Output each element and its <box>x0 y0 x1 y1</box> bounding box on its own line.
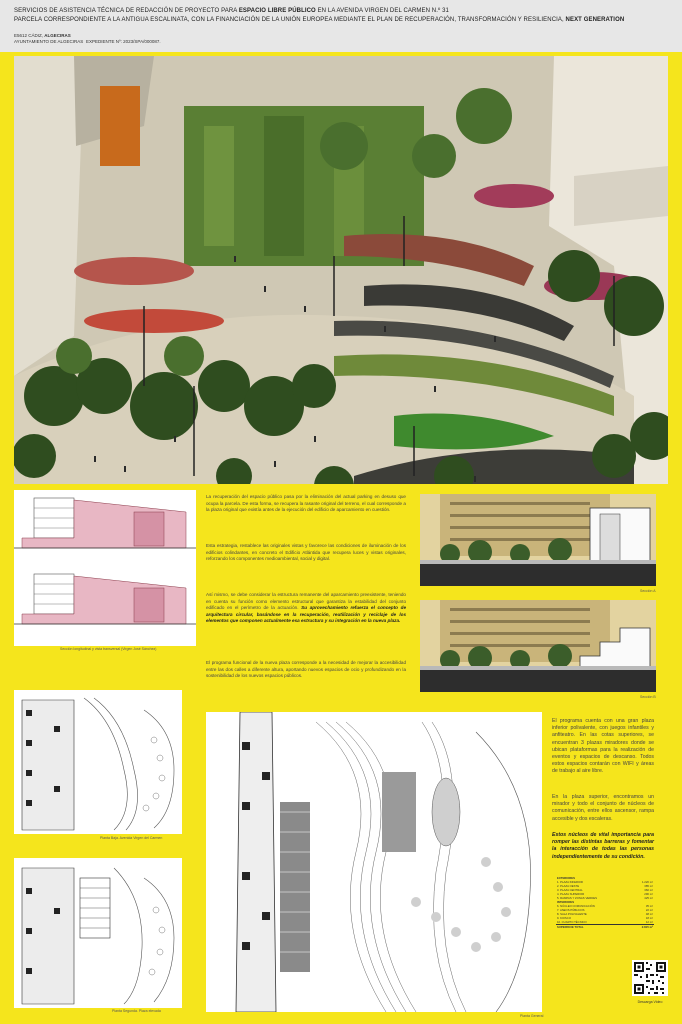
section-b-caption: Sección B <box>640 695 656 699</box>
surfaces-total-row: SUPERFICIE TOTAL 2.815 m² <box>557 925 653 929</box>
program-paragraph-2: En la plaza superior, encontramos un mirador y todo el conjunto de núcleos de comunicación, entre ellos ascensor, rampa accesible y dos escaleras. <box>552 794 654 822</box>
longitudinal-sections-drawing <box>14 490 196 646</box>
table-row: 5. RAMPAS Y ZONAS VERDES 425 m² <box>557 896 653 900</box>
intro-paragraph-1: La recuperación del espacio público pasa por la eliminación del actual parking en desuso que ocupa la parcela. De esta forma, se recupera la rasante original del terreno, el cual corresponde a la plaza original que existía antes de la ejecución del edificio de aparcamiento en cuestión. <box>206 494 406 512</box>
aerial-render-image <box>14 56 668 484</box>
table-row: 3. PLAZA CENTRAL 360 m² <box>557 888 653 892</box>
table-row: 9. KIOSCO 18 m² <box>557 916 653 920</box>
intro-paragraph-2: Esta estrategia, restablece las originales vistas y favorece las condiciones de iluminación de los edificios colindantes, en concreto el Edificio Atlántida que recupera luces y vistas originales, reforzando los componentes medioambiental, social y digital. <box>206 543 406 561</box>
left-sections-panel <box>14 490 196 646</box>
plan-lower-drawing <box>14 858 182 1008</box>
title-line-1: SERVICIOS DE ASISTENCIA TÉCNICA DE REDACCIÓN DE PROYECTO PARA ESPACIO LIBRE PÚBLICO EN LA AVENIDA VIRGEN DEL CARMEN N.º 31 <box>14 8 449 14</box>
plan-upper-drawing <box>14 690 182 834</box>
sections-left-caption: Sección longitudinal y vista transversal (Virgen José Sánchez) <box>60 647 157 651</box>
qr-code[interactable] <box>632 960 668 996</box>
intro-paragraph-4: El programa funcional de la nueva plaza corresponde a la necesidad de mejorar la accesibilidad entre las dos calles a diferente altura, aportando nuevos espacios de ocio y profundizando en la sostenibilidad de los nuevos espacios públicos. <box>206 660 406 678</box>
surfaces-group-1-title: EXTERIORES <box>557 876 576 880</box>
aerial-render-illustration <box>14 56 668 484</box>
expediente-number: EXPEDIENTE Nº: 2023/SPA/000087. <box>86 39 161 44</box>
section-a-render <box>420 494 656 586</box>
table-row: 6. NÚCLEO COMUNICACIÓN 35 m² <box>557 904 653 908</box>
qr-code-icon <box>632 960 668 996</box>
surfaces-group-2-title: INTERIORES <box>557 900 575 904</box>
location-block: E5612 CÁDIZ, ALGECIRAS AYUNTAMIENTO DE ALGECIRAS <box>14 33 84 44</box>
table-row: 1. PLAZA INFERIOR 1.220 m² <box>557 880 653 884</box>
plan-upper-caption: Planta Baja. Avenida Virgen del Carmen <box>100 836 163 840</box>
surfaces-table <box>556 876 654 929</box>
header-bar <box>0 0 682 52</box>
section-b-render <box>420 600 656 692</box>
plan-lower-caption: Planta Segunda. Plaza elevada <box>112 1009 161 1013</box>
plan-general-caption: Planta General <box>520 1014 544 1018</box>
table-row: 7. ASEOS PÚBLICOS 22 m² <box>557 908 653 912</box>
program-paragraph-1: El programa cuenta con una gran plaza inferior polivalente, con juegos infantiles y anfiteatro. En las cotas superiores, se encuentran 3 plazas miradores donde se ubican plataformas para la realización de eventos y espacios de descanso. Todos estos espacios contarán con WIFI y áreas de trabajo al aire libre. <box>552 718 654 775</box>
qr-label: Descarga Video <box>637 1000 663 1004</box>
table-row: 8. SALA POLIVALENTE 48 m² <box>557 912 653 916</box>
table-row: 10. CUARTO TÉCNICO 12 m² <box>557 920 653 924</box>
title-line-2: PARCELA CORRESPONDIENTE A LA ANTIGUA ESCALINATA, CON LA FINANCIACIÓN DE LA UNIÓN EUROPEA MEDIANTE EL PLAN DE RECUPERACIÓN, TRANSFORMACIÓN Y RESILIENCIA, NEXT GENERATION <box>14 17 625 23</box>
section-a-caption: Sección A <box>640 589 656 593</box>
general-plan-drawing <box>206 712 542 1012</box>
program-paragraph-3: Estos núcleos de vital importancia para romper las distintas barreras y fomentar la interacción de todas las personas independientemente de su condición. <box>552 832 654 860</box>
intro-paragraph-3: Así mismo, se debe considerar la estructura remanente del aparcamiento preexistente, teniendo en cuenta su función como elemento estructural que garantiza la estabilidad del conjunto edificado en el perímetro de la actuación. Su aprovechamiento refuerza el concepto de arquitectura circular, basándose en la recuperación, reutilización y reciclaje de los elementos que componen actualmente esa estructura y su integración en la nueva plaza. <box>206 592 406 623</box>
table-row: 2. PLAZA OESTE 385 m² <box>557 884 653 888</box>
table-row: 4. PLAZA SUPERIOR 290 m² <box>557 892 653 896</box>
